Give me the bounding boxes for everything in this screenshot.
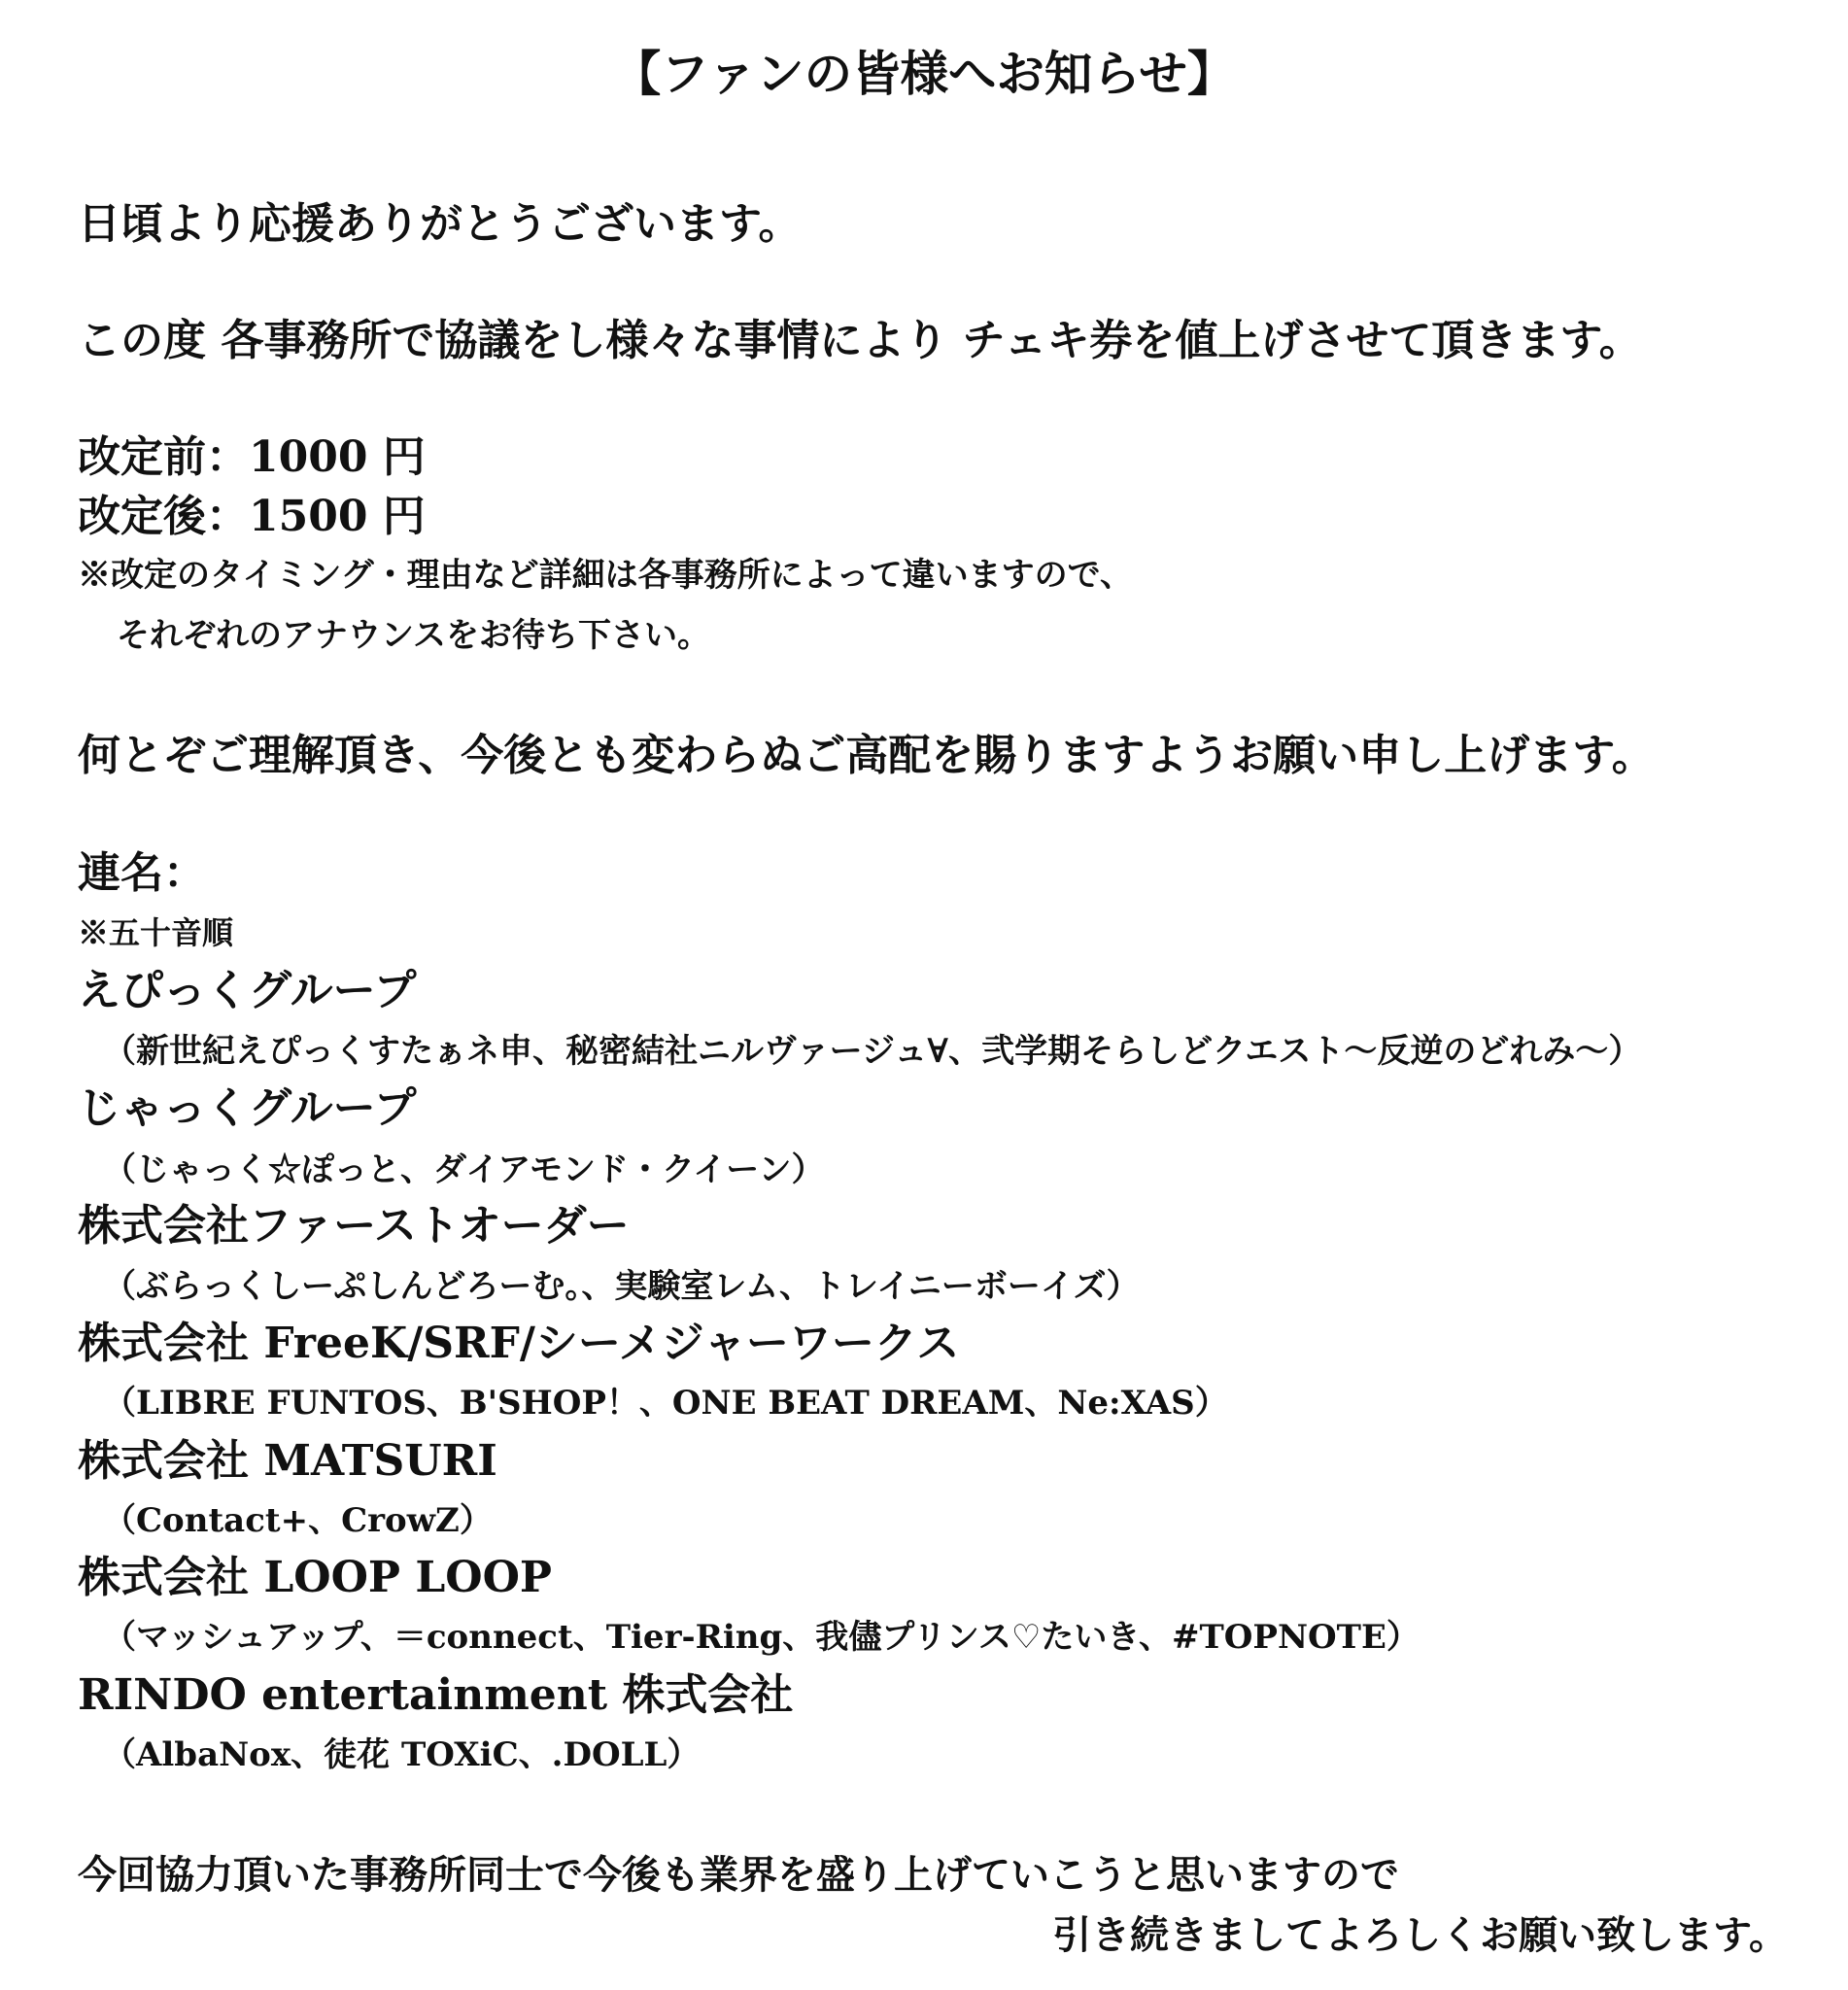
agency-name: じゃっくグループ <box>78 1083 417 1133</box>
note-line-1: ※改定のタイミング・理由など詳細は各事務所によって違いますので、 <box>78 556 1133 595</box>
agency-name: 株式会社 FreeK/SRF/シーメジャーワークス <box>78 1319 960 1368</box>
agency-name: 株式会社ファーストオーダー <box>78 1201 630 1251</box>
agency-groups: （ぶらっくしーぷしんどろーむ。、実験室レム、トレイニーボーイズ） <box>103 1267 1140 1306</box>
closing-line-2: 引き続きましてよろしくお願い致します。 <box>1052 1912 1788 1958</box>
agency-groups: （じゃっく☆ぽっと、ダイアモンド・クイーン） <box>103 1150 825 1189</box>
notice-title: 【ファンの皆様へお知らせ】 <box>612 46 1236 102</box>
note-line-2: それぞれのアナウンスをお待ち下さい。 <box>117 616 710 655</box>
price-before: 改定前：1000 円 <box>78 432 426 482</box>
closing-line-1: 今回協力頂いた事務所同士で今後も業界を盛り上げていこうと思いますので <box>78 1852 1399 1898</box>
price-after: 改定後：1500 円 <box>78 492 426 541</box>
agency-name: 株式会社 MATSURI <box>78 1436 497 1486</box>
agency-name: RINDO entertainment 株式会社 <box>78 1670 794 1720</box>
agency-groups: （LIBRE FUNTOS、B'SHOP！、ONE BEAT DREAM、Ne:XAS） <box>103 1384 1228 1423</box>
agency-groups: （新世紀えぴっくすたぁネ申、秘密結社ニルヴァージュ∀、弐学期そらしどクエスト～反逆のどれみ～） <box>103 1032 1642 1071</box>
agency-groups: （AlbaNox、徒花 TOXiC、.DOLL） <box>103 1735 701 1774</box>
announcement-text: この度 各事務所で協議をし様々な事情により チェキ券を値上げさせて頂きます。 <box>78 316 1642 365</box>
greeting-text: 日頃より応援ありがとうございます。 <box>78 199 802 249</box>
agency-name: えぴっくグループ <box>78 966 417 1015</box>
agency-groups: （マッシュアップ、＝connect、Tier-Ring、我儘プリンス♡たいき、#TOPNOTE） <box>103 1618 1420 1657</box>
signatories-label: 連名： <box>78 848 206 898</box>
agency-name: 株式会社 LOOP LOOP <box>78 1553 552 1602</box>
request-text: 何とぞご理解頂き、今後とも変わらぬご高配を賜りますようお願い申し上げます。 <box>78 731 1655 780</box>
agency-groups: （Contact+、CrowZ） <box>103 1501 493 1540</box>
order-note: ※五十音順 <box>78 914 234 951</box>
